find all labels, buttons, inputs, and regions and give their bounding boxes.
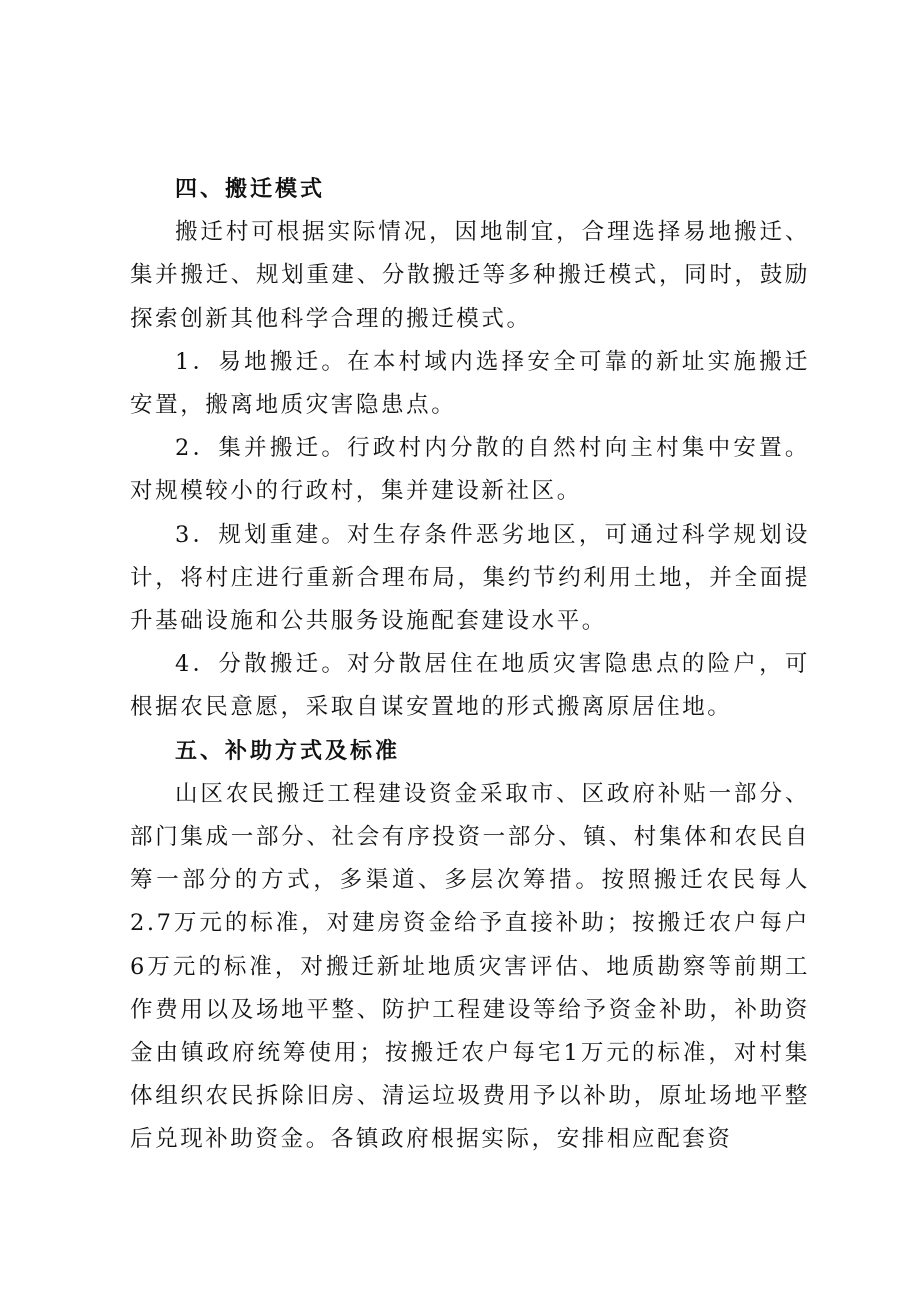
paragraph-mode-1: 1．易地搬迁。在本村域内选择安全可靠的新址实施搬迁安置，搬离地质灾害隐患点。 — [130, 348, 810, 419]
paragraph-subsidy-details: 山区农民搬迁工程建设资金采取市、区政府补贴一部分、部门集成一部分、社会有序投资一部分、镇、村集体和农民自筹一部分的方式，多渠道、多层次筹措。按照搬迁农民每人2.7万元的标准，对建房资金给予直接补助；按搬迁农户每户6万元的标准，对搬迁新址地质灾害评估、地质勘察等前期工作费用以及场地平整、防护工程建设等给予资金补助，补助资金由镇政府统筹使用；按搬迁农户每宅1万元的标准，对村集体组织农民拆除旧房、清运垃圾费用予以补助，原址场地平整后兑现补助资金。各镇政府根据实际，安排相应配套资 — [130, 780, 810, 1153]
section-heading-relocation-modes: 四、搬迁模式 — [175, 177, 326, 202]
paragraph-mode-3: 3．规划重建。对生存条件恶劣地区，可通过科学规划设计，将村庄进行重新合理布局，集约节约利用土地，并全面提升基础设施和公共服务设施配套建设水平。 — [130, 521, 810, 635]
section-heading-subsidy: 五、补助方式及标准 — [175, 738, 401, 764]
paragraph-relocation-intro: 搬迁村可根据实际情况，因地制宜，合理选择易地搬迁、集并搬迁、规划重建、分散搬迁等多种搬迁模式，同时，鼓励探索创新其他科学合理的搬迁模式。 — [130, 219, 810, 332]
document-body — [130, 168, 810, 1162]
paragraph-mode-4: 4．分散搬迁。对分散居住在地质灾害隐患点的险户，可根据农民意愿，采取自谋安置地的形式搬离原居住地。 — [130, 651, 810, 721]
paragraph-mode-2: 2．集并搬迁。行政村内分散的自然村向主村集中安置。对规模较小的行政村，集并建设新社区。 — [130, 435, 810, 505]
